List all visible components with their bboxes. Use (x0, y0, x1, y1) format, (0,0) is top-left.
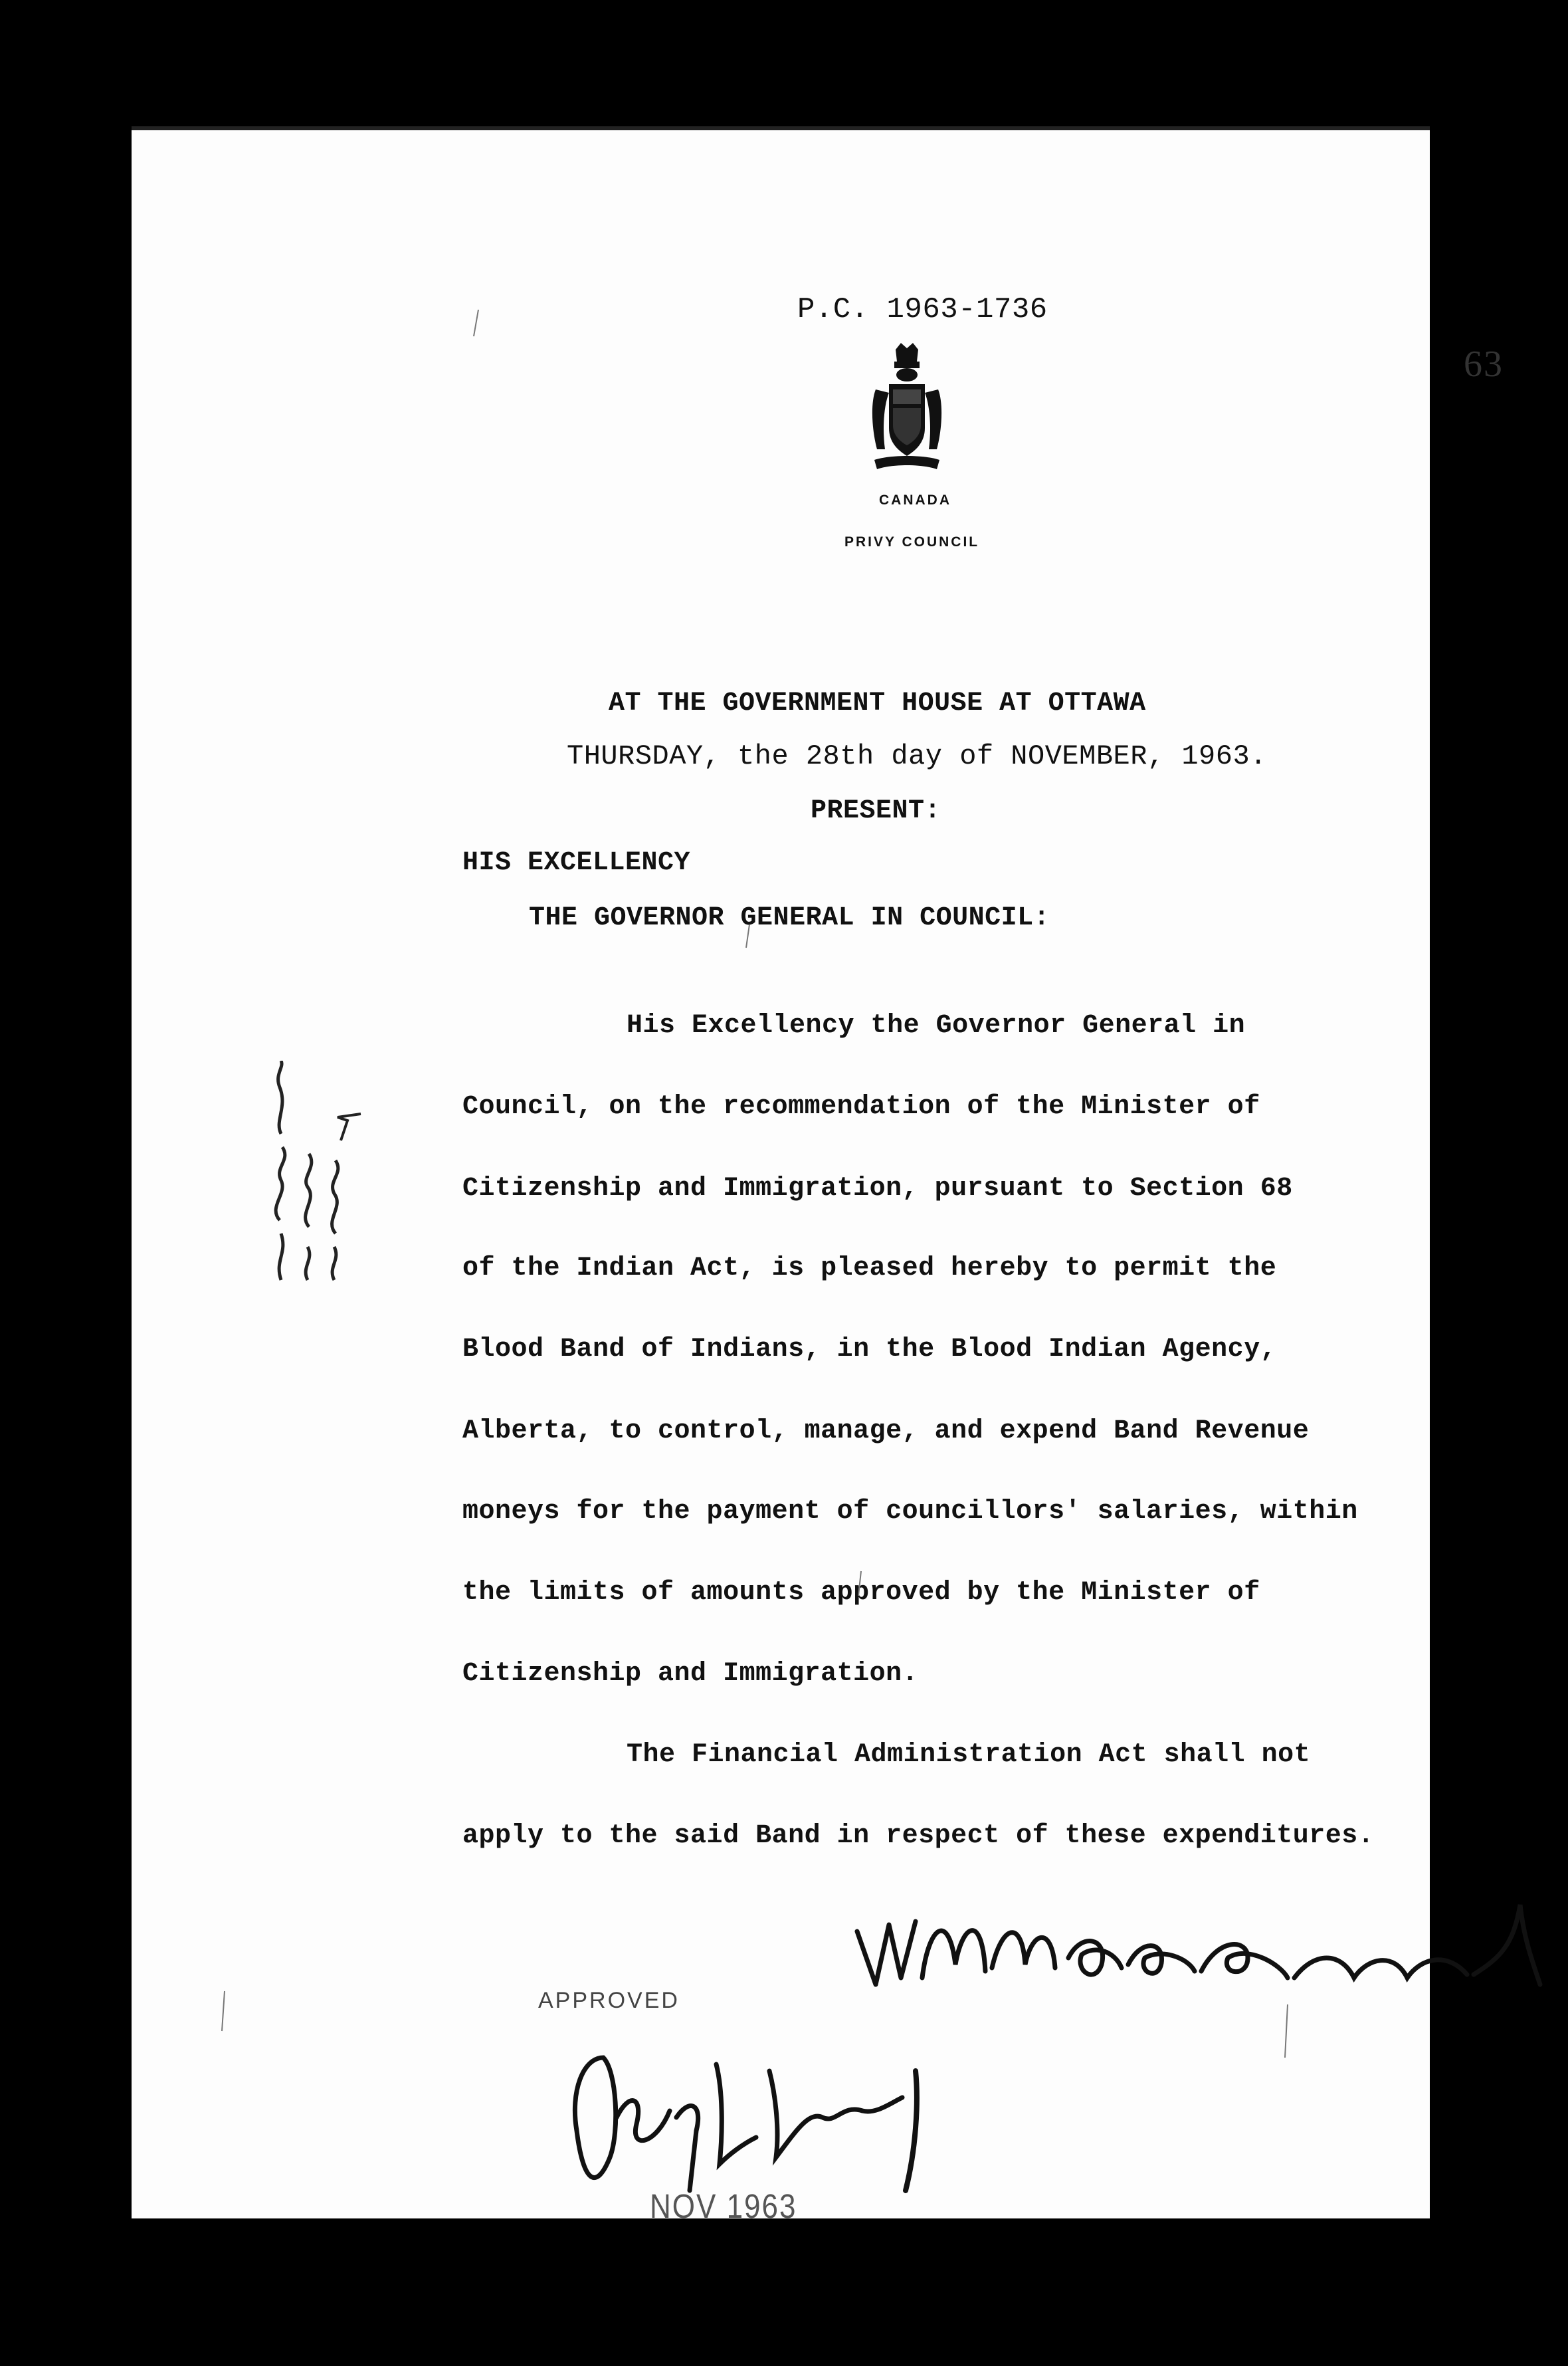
date-line: THURSDAY, the 28th day of NOVEMBER, 1963. (567, 740, 1267, 772)
country-label: CANADA (879, 492, 951, 508)
office-label: PRIVY COUNCIL (844, 534, 980, 550)
body-line: of the Indian Act, is pleased hereby to permit the (462, 1253, 1277, 1283)
body-line: Citizenship and Immigration, pursuant to Section 68 (462, 1174, 1293, 1204)
governor-line: THE GOVERNOR GENERAL IN COUNCIL: (529, 903, 1050, 933)
present-line: PRESENT: (811, 796, 941, 826)
body-line: Alberta, to control, manage, and expend Band Revenue (462, 1416, 1310, 1446)
body-line: Blood Band of Indians, in the Blood Indian Agency, (462, 1335, 1277, 1364)
page-number: 63 (1464, 344, 1504, 385)
body-line: Council, on the recommendation of the Minister of (462, 1092, 1260, 1122)
body-line: apply to the said Band in respect of these expenditures. (462, 1821, 1375, 1851)
body-line: moneys for the payment of councillors' salaries, within (462, 1497, 1358, 1527)
body-line: the limits of amounts approved by the Minister of (462, 1578, 1260, 1608)
prime-minister-signature (849, 1885, 1547, 2004)
body-line: The Financial Administration Act shall not (627, 1740, 1311, 1770)
order-number: P.C. 1963-1736 (797, 293, 1048, 326)
governor-general-signature (557, 2031, 969, 2204)
body-line: Citizenship and Immigration. (462, 1659, 919, 1689)
body-line: His Excellency the Governor General in (627, 1011, 1246, 1041)
place-line: AT THE GOVERNMENT HOUSE AT OTTAWA (609, 689, 1146, 718)
date-stamp: NOV 1963 (650, 2188, 797, 2226)
excellency-line: HIS EXCELLENCY (462, 848, 691, 878)
coat-of-arms-icon (870, 343, 943, 476)
approved-stamp: APPROVED (538, 1988, 680, 2013)
margin-notes (261, 1061, 367, 1300)
document-page (132, 126, 1504, 2226)
